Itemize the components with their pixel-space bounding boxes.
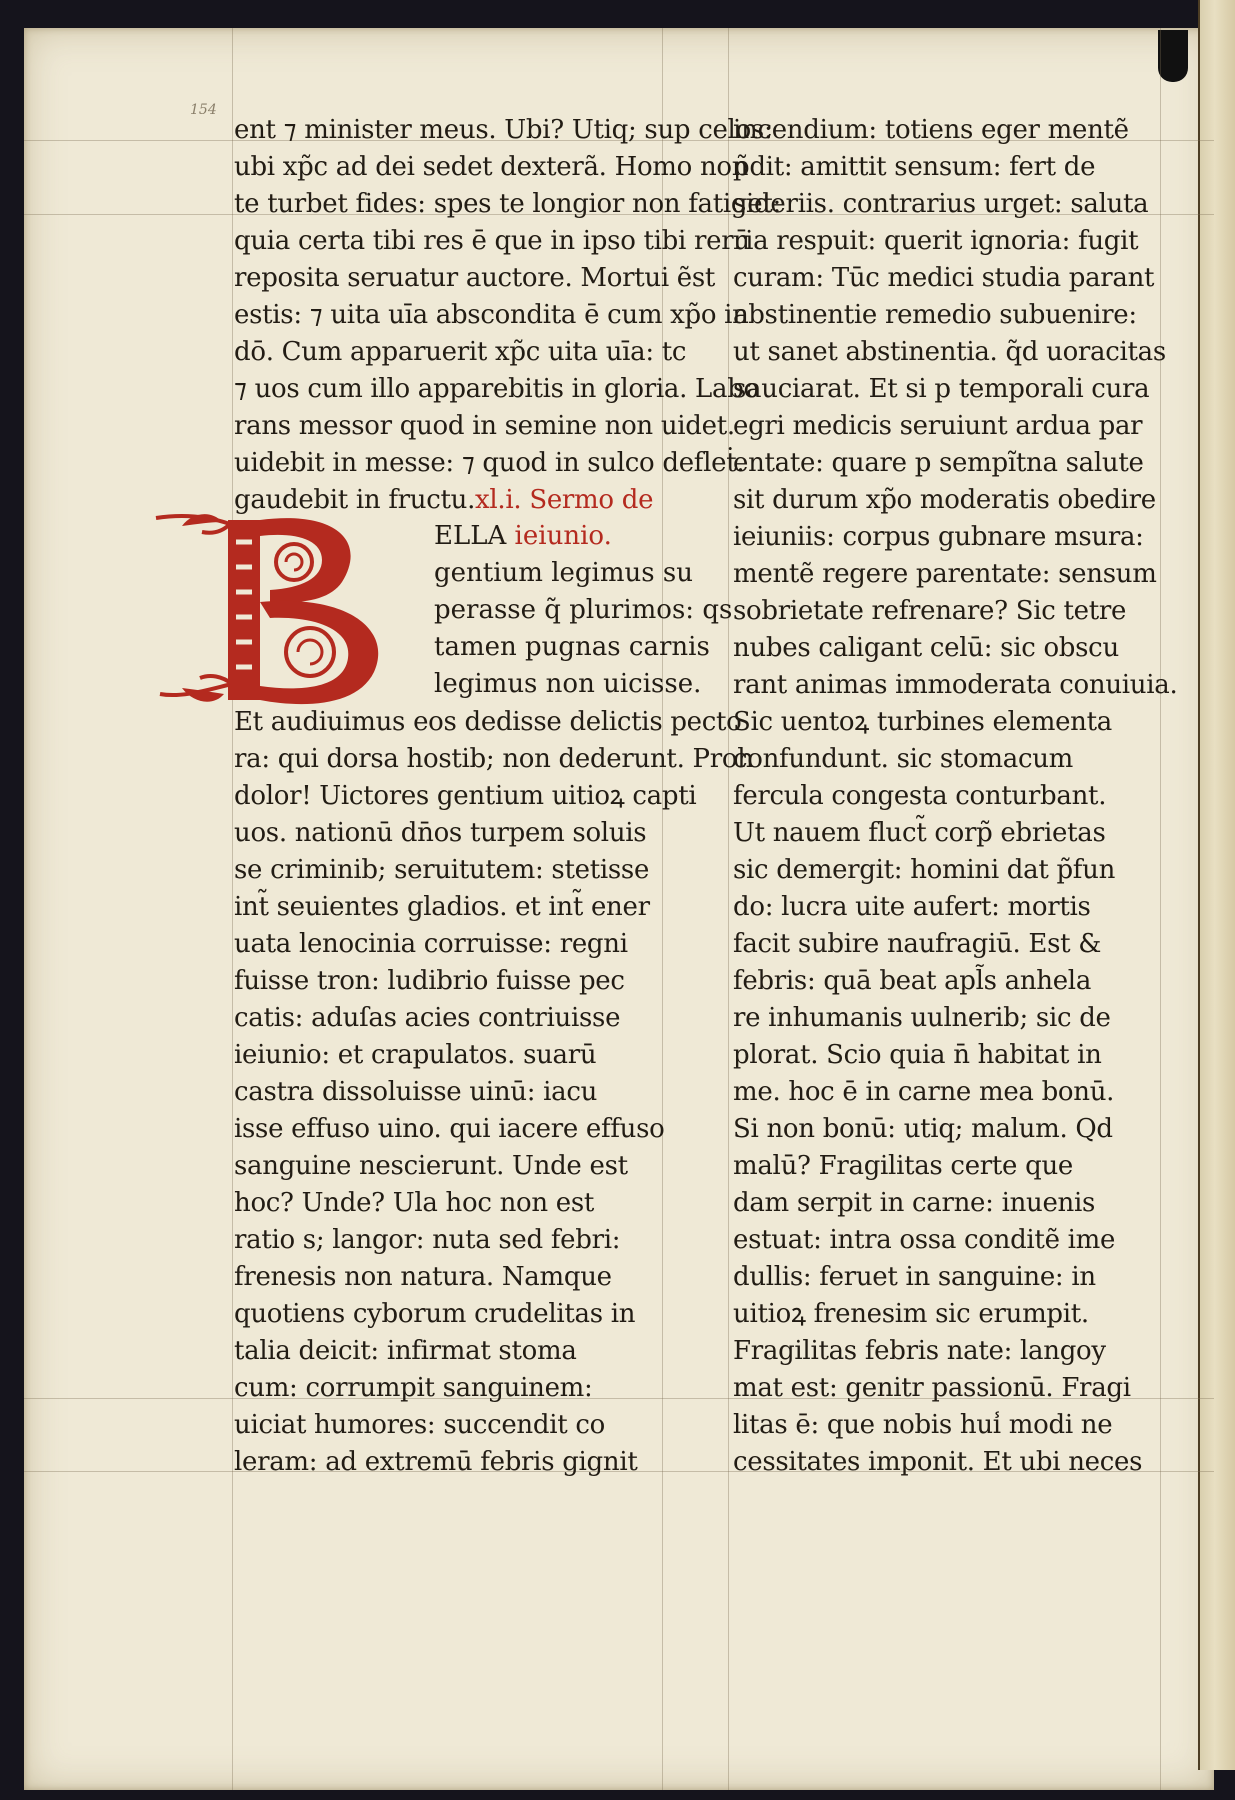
text-line: abstinentie remedio subuenire:: [733, 300, 1137, 330]
text-line: Fragilitas febris nate: langoy: [733, 1336, 1106, 1366]
text-line: febris: quā beat apl̃s anhela: [733, 966, 1092, 996]
text-line: Si non bonū: utiq; malum. Qd: [733, 1114, 1113, 1144]
folio-number: 154: [190, 102, 217, 118]
text-line: castra dissoluisse uinū: iacu: [234, 1077, 598, 1107]
text-line: sauciarat. Et si p temporali cura: [733, 374, 1150, 404]
text-line: catis: aduſas acies contriuisse: [234, 1003, 621, 1033]
text-line: mat est: genitr passionū. Fragi: [733, 1373, 1131, 1403]
text-line: plorat. Scio quia n̄ habitat in: [733, 1040, 1102, 1070]
ruling-vertical-left-outer: [232, 28, 233, 1790]
text-line: facit subire naufragiū. Est &: [733, 929, 1102, 959]
text-line: estuat: intra ossa conditẽ ime: [733, 1225, 1116, 1255]
text-line: uitioꝝ frenesim sic erumpit.: [733, 1299, 1089, 1329]
text-line: rans messor quod in semine non uidet.: [234, 411, 735, 441]
incipit-line: [434, 518, 732, 555]
text-line: sic demergit: homini dat p̃fun: [733, 855, 1116, 885]
text-line: confundunt. sic stomacum: [733, 744, 1074, 774]
text-line: int̃ seuientes gladios. et int̃ ener: [234, 892, 650, 922]
binding-clip: [1158, 30, 1188, 82]
text-line: frenesis non natura. Namque: [234, 1262, 612, 1292]
text-line: dullis: feruet in sanguine: in: [733, 1262, 1096, 1292]
text-line: uata lenocinia corruisse: regni: [234, 929, 628, 959]
text-line: me. hoc ē in carne mea bonū.: [733, 1077, 1115, 1107]
text-line: leram: ad extremū febris gignit: [234, 1447, 638, 1477]
text-line: cessitates imponit. Et ubi neces: [733, 1447, 1143, 1477]
left-column: [234, 112, 781, 1481]
text-line: quotiens cyborum crudelitas in: [234, 1299, 636, 1329]
text-line: talia deicit: infirmat stoma: [234, 1336, 577, 1366]
text-line: isse effuso uino. qui iacere effuso: [234, 1114, 665, 1144]
text-line: p̃dit: amittit sensum: fert de: [733, 152, 1096, 182]
text-line: reposita seruatur auctore. Mortui ẽst: [234, 263, 716, 293]
text-line: uos. nationū dn̄os turpem soluis: [234, 818, 647, 848]
text-line: litas ē: que nobis hui̾ modi ne: [733, 1410, 1113, 1440]
text-line: legimus non uicisse.: [434, 669, 702, 699]
text-line: uiciat humores: succendit co: [234, 1410, 605, 1440]
text-line: do: lucra uite aufert: mortis: [733, 892, 1091, 922]
text-line: ubi xp̃c ad dei sedet dexterã. Homo non: [234, 152, 749, 182]
text-line: malū? Fragilitas certe que: [733, 1151, 1073, 1181]
incipit-black: ELLA: [434, 521, 507, 551]
text-line: quia certa tibi res ē que in ipso tibi rerū: [234, 226, 750, 256]
text-line: fercula congesta conturbant.: [733, 781, 1107, 811]
text-line: gaudebit in fructu.: [234, 485, 476, 515]
text-line: nubes caligant celū: sic obscu: [733, 633, 1119, 663]
text-line: perasse q̃ plurimos: qs: [434, 595, 733, 625]
ruling-vertical-right-outer: [728, 28, 729, 1790]
next-leaf-edge: [1198, 0, 1235, 1770]
text-line: entate: quare p sempĩtna salute: [733, 448, 1144, 478]
text-line: ieiunio: et crapulatos. suarū: [234, 1040, 597, 1070]
text-line: ut sanet abstinentia. q̃d uoracitas: [733, 337, 1166, 367]
text-line: sobrietate refrenare? Sic tetre: [733, 596, 1127, 626]
text-line: Et audiuimus eos dedisse delictis pecto: [234, 707, 742, 737]
decorated-initial-b: [152, 512, 402, 707]
right-column: [733, 112, 1178, 1481]
text-line: re inhumanis uulnerib; sic de: [733, 1003, 1111, 1033]
text-line: ria respuit: querit ignoria: fugit: [733, 226, 1139, 256]
text-line: hoc? Unde? Ula hoc non est: [234, 1188, 595, 1218]
text-line: sanguine nescierunt. Unde est: [234, 1151, 628, 1181]
text-line: uidebit in messe: ⁊ quod in sulco defleṫ.: [234, 448, 745, 478]
text-line: sideriis. contrarius urget: saluta: [733, 189, 1149, 219]
text-line: se criminib; seruitutem: stetisse: [234, 855, 650, 885]
text-line: estis: ⁊ uita uīa abscondita ē cum xp̃o in: [234, 300, 749, 330]
text-line: Ut nauem fluct̃ corp̃ ebrietas: [733, 818, 1106, 848]
text-line: cum: corrumpit sanguinem:: [234, 1373, 593, 1403]
text-line: ra: qui dorsa hostib; non dederunt. Proh: [234, 744, 754, 774]
text-line: gentium legimus su: [434, 558, 693, 588]
text-line: te turbet fides: spes te longior non fatiget:: [234, 189, 781, 219]
text-line: ent ⁊ minister meus. Ubi? Utiq; sup celos:: [234, 115, 773, 145]
rubric-heading: xl.i. Sermo de: [475, 485, 654, 515]
text-line: curam: Tūc medici studia parant: [733, 263, 1155, 293]
initial-adjacent-text: [434, 518, 732, 703]
incipit-red: ieiunio.: [506, 521, 612, 551]
text-line: Sic uentoꝝ turbines elementa: [733, 707, 1112, 737]
text-line: tamen pugnas carnis: [434, 632, 710, 662]
text-line: dolor! Uictores gentium uitioꝝ capti: [234, 781, 697, 811]
text-line: ⁊ uos cum illo apparebitis in gloria. Labo: [234, 374, 759, 404]
text-line: fuisse tron: ludibrio fuisse pec: [234, 966, 625, 996]
text-line: ieiuniis: corpus gubnare msura:: [733, 522, 1144, 552]
text-line: ratio s; langor: nuta sed febri:: [234, 1225, 621, 1255]
text-line: rant animas immoderata conuiuia.: [733, 670, 1178, 700]
text-line: incendium: totiens eger mentẽ: [733, 115, 1129, 145]
text-line: egri medicis seruiunt ardua par: [733, 411, 1143, 441]
text-line: sit durum xp̃o moderatis obedire: [733, 485, 1156, 515]
text-line: mentẽ regere parentate: sensum: [733, 559, 1157, 589]
text-line: dō. Cum apparuerit xp̃c uita uīa: tc: [234, 337, 687, 367]
text-line: dam serpit in carne: inuenis: [733, 1188, 1096, 1218]
